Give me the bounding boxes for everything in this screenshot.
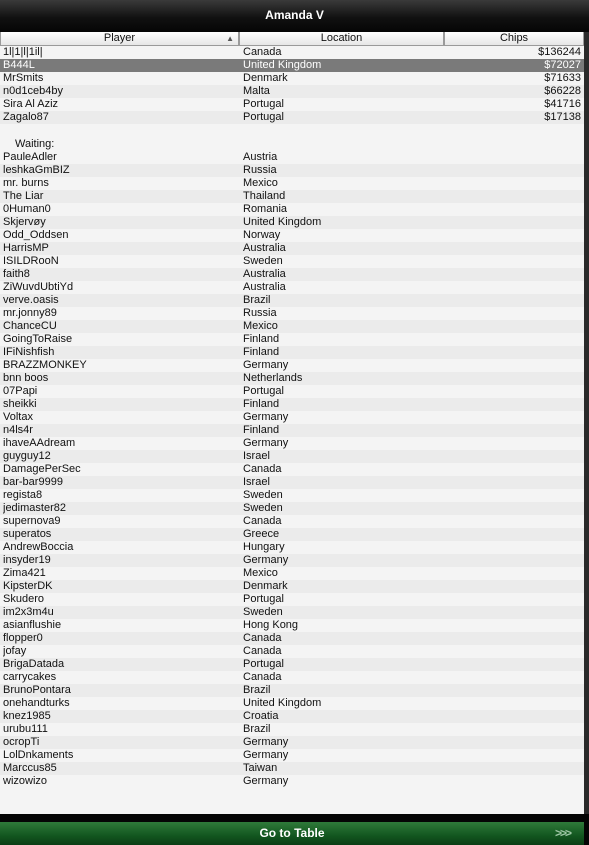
player-name: ocropTi (3, 736, 40, 748)
table-row[interactable] (0, 411, 584, 424)
player-location: Australia (243, 281, 286, 293)
table-row[interactable] (0, 85, 584, 98)
forward-arrows-icon: >>> (554, 826, 570, 840)
player-name: superatos (3, 528, 52, 540)
player-name: leshkaGmBIZ (3, 164, 70, 176)
player-location: Finland (243, 398, 280, 410)
player-name: Odd_Oddsen (3, 229, 69, 241)
table-row[interactable] (0, 255, 584, 268)
player-location: Finland (243, 424, 280, 436)
player-location: Denmark (243, 72, 288, 84)
table-row[interactable] (0, 450, 584, 463)
player-name: Skjervøy (3, 216, 46, 228)
go-to-table-button[interactable] (0, 822, 584, 845)
player-name: wizowizo (3, 775, 48, 787)
table-row[interactable] (0, 658, 584, 671)
player-name: 0Human0 (3, 203, 51, 215)
column-header-chips[interactable] (444, 32, 584, 46)
player-location: Germany (243, 749, 289, 761)
table-row[interactable] (0, 463, 584, 476)
player-location: Germany (243, 411, 289, 423)
player-location: Finland (243, 346, 280, 358)
title-bar (0, 0, 589, 32)
table-row[interactable] (0, 684, 584, 697)
table-row[interactable] (0, 736, 584, 749)
player-location: Brazil (243, 294, 271, 306)
player-location: Brazil (243, 723, 271, 735)
table-row[interactable] (0, 294, 584, 307)
player-name: BrunoPontara (3, 684, 71, 696)
table-row[interactable] (0, 190, 584, 203)
player-chips: $41716 (544, 98, 581, 110)
player-name: 07Papi (3, 385, 38, 397)
player-location: United Kingdom (243, 59, 322, 71)
player-name: knez1985 (3, 710, 51, 722)
table-row[interactable] (0, 281, 584, 294)
player-chips: $17138 (544, 111, 581, 123)
table-row[interactable] (0, 359, 584, 372)
table-row[interactable] (0, 437, 584, 450)
table-row[interactable] (0, 645, 584, 658)
player-name: B444L (3, 59, 35, 71)
player-location: Romania (243, 203, 288, 215)
player-location: Hungary (243, 541, 285, 553)
table-row[interactable] (0, 476, 584, 489)
table-row[interactable] (0, 268, 584, 281)
table-row[interactable] (0, 229, 584, 242)
table-row[interactable] (0, 320, 584, 333)
go-to-table-label: Go to Table (259, 826, 325, 840)
table-row[interactable] (0, 567, 584, 580)
player-location: Austria (243, 151, 278, 163)
player-name: verve.oasis (3, 294, 59, 306)
player-location: Canada (243, 515, 282, 527)
scrollbar[interactable] (584, 32, 589, 814)
player-location: Australia (243, 268, 286, 280)
footer-bar (0, 814, 589, 845)
table-row[interactable] (0, 723, 584, 736)
player-location: Sweden (243, 489, 283, 501)
table-row[interactable] (0, 554, 584, 567)
table-row[interactable] (0, 242, 584, 255)
player-name: sheikki (3, 398, 37, 410)
table-row[interactable] (0, 632, 584, 645)
player-location: Germany (243, 554, 289, 566)
player-name: DamagePerSec (3, 463, 81, 475)
table-row[interactable] (0, 98, 584, 111)
table-row[interactable] (0, 489, 584, 502)
table-row[interactable] (0, 424, 584, 437)
player-name: ihaveAAdream (3, 437, 76, 449)
player-name: IFiNishfish (3, 346, 55, 358)
player-location: Portugal (243, 111, 284, 123)
table-row[interactable] (0, 111, 584, 124)
player-location: Norway (243, 229, 281, 241)
player-location: Israel (243, 476, 270, 488)
player-name: KipsterDK (3, 580, 53, 592)
table-row[interactable] (0, 593, 584, 606)
table-row[interactable] (0, 72, 584, 85)
player-name: ISILDRooN (3, 255, 59, 267)
player-location: Canada (243, 632, 282, 644)
player-name: asianflushie (3, 619, 62, 631)
player-name: 1l|1|l|1il| (3, 46, 43, 58)
player-name: HarrisMP (3, 242, 49, 254)
player-name: ZiWuvdUbtiYd (3, 281, 74, 293)
player-location: Sweden (243, 502, 283, 514)
table-row[interactable] (0, 216, 584, 229)
player-location: Brazil (243, 684, 271, 696)
player-location: Portugal (243, 658, 284, 670)
table-row[interactable] (0, 502, 584, 515)
player-name: im2x3m4u (3, 606, 54, 618)
player-location: Hong Kong (243, 619, 299, 631)
table-row[interactable] (0, 151, 584, 164)
player-location: Sweden (243, 606, 283, 618)
player-location: Taiwan (243, 762, 278, 774)
player-location: Canada (243, 46, 282, 58)
player-name: n4ls4r (3, 424, 33, 436)
player-location: Netherlands (243, 372, 303, 384)
player-name: The Liar (3, 190, 44, 202)
player-location: Germany (243, 736, 289, 748)
player-name: insyder19 (3, 554, 51, 566)
column-header-location[interactable] (239, 32, 444, 46)
player-name: bnn boos (3, 372, 49, 384)
column-header-player[interactable] (0, 32, 239, 46)
player-location: Germany (243, 359, 289, 371)
table-row[interactable] (0, 398, 584, 411)
player-location: Malta (243, 85, 270, 97)
player-location: Croatia (243, 710, 279, 722)
player-name: regista8 (3, 489, 43, 501)
player-location: Germany (243, 775, 289, 787)
player-name: GoingToRaise (3, 333, 73, 345)
player-name: Zima421 (3, 567, 46, 579)
player-location: Finland (243, 333, 280, 345)
player-name: bar-bar9999 (3, 476, 63, 488)
table-row[interactable] (0, 59, 584, 72)
table-row[interactable] (0, 307, 584, 320)
player-location: United Kingdom (243, 216, 322, 228)
table-row[interactable] (0, 385, 584, 398)
player-name: supernova9 (3, 515, 61, 527)
table-row[interactable] (0, 346, 584, 359)
table-row[interactable] (0, 164, 584, 177)
table-row[interactable] (0, 515, 584, 528)
player-name: onehandturks (3, 697, 70, 709)
player-name: BRAZZMONKEY (3, 359, 87, 371)
player-location: Portugal (243, 593, 284, 605)
player-name: Sira Al Aziz (3, 98, 59, 110)
table-row[interactable] (0, 203, 584, 216)
player-name: Skudero (3, 593, 44, 605)
player-location: Germany (243, 437, 289, 449)
player-location: Mexico (243, 177, 278, 189)
player-name: AndrewBoccia (3, 541, 74, 553)
player-name: n0d1ceb4by (3, 85, 63, 97)
table-row[interactable] (0, 372, 584, 385)
player-location: Israel (243, 450, 270, 462)
player-chips: $71633 (544, 72, 581, 84)
player-name: jedimaster82 (3, 502, 66, 514)
player-name: faith8 (3, 268, 30, 280)
table-row[interactable] (0, 710, 584, 723)
player-location: Russia (243, 307, 277, 319)
table-row[interactable] (0, 775, 584, 788)
player-location: Canada (243, 645, 282, 657)
table-row[interactable] (0, 46, 584, 59)
player-location: Thailand (243, 190, 286, 202)
player-name: PauleAdler (3, 151, 57, 163)
window-title: Amanda V (265, 8, 324, 22)
player-name: flopper0 (3, 632, 43, 644)
player-name: BrigaDatada (3, 658, 65, 670)
waiting-list-label: Waiting: (15, 138, 55, 150)
player-location: Portugal (243, 385, 284, 397)
player-name: guyguy12 (3, 450, 51, 462)
player-list-panel (0, 32, 584, 814)
table-row[interactable] (0, 619, 584, 632)
player-location: Australia (243, 242, 286, 254)
player-name: LolDnkaments (3, 749, 74, 761)
column-header-chips-label: Chips (499, 32, 529, 44)
player-location: Portugal (243, 98, 284, 110)
player-name: jofay (3, 645, 27, 657)
player-name: ChanceCU (3, 320, 57, 332)
player-chips: $66228 (544, 85, 581, 97)
table-row[interactable] (0, 606, 584, 619)
table-row[interactable] (0, 697, 584, 710)
player-location: Denmark (243, 580, 288, 592)
player-location: Sweden (243, 255, 283, 267)
player-name: Zagalo87 (3, 111, 49, 123)
table-row[interactable] (0, 541, 584, 554)
player-location: Russia (243, 164, 277, 176)
sort-ascending-icon: ▲ (226, 34, 234, 43)
player-location: Canada (243, 671, 282, 683)
table-row[interactable] (0, 749, 584, 762)
player-name: urubu111 (3, 723, 48, 735)
player-location: Greece (243, 528, 280, 540)
column-header-location-label: Location (320, 32, 363, 44)
table-row[interactable] (0, 671, 584, 684)
table-row[interactable] (0, 333, 584, 346)
column-header-player-label: Player (103, 32, 136, 44)
player-name: Marccus85 (3, 762, 57, 774)
player-location: Canada (243, 463, 282, 475)
player-chips: $136244 (538, 46, 581, 58)
player-name: MrSmits (3, 72, 44, 84)
player-name: carrycakes (3, 671, 57, 683)
player-location: Mexico (243, 567, 278, 579)
player-name: mr.jonny89 (3, 307, 57, 319)
table-row[interactable] (0, 580, 584, 593)
table-row[interactable] (0, 762, 584, 775)
table-row[interactable] (0, 177, 584, 190)
player-name: Voltax (3, 411, 33, 423)
player-location: United Kingdom (243, 697, 322, 709)
player-location: Mexico (243, 320, 278, 332)
table-row[interactable] (0, 528, 584, 541)
player-chips: $72027 (544, 59, 581, 71)
player-name: mr. burns (3, 177, 49, 189)
